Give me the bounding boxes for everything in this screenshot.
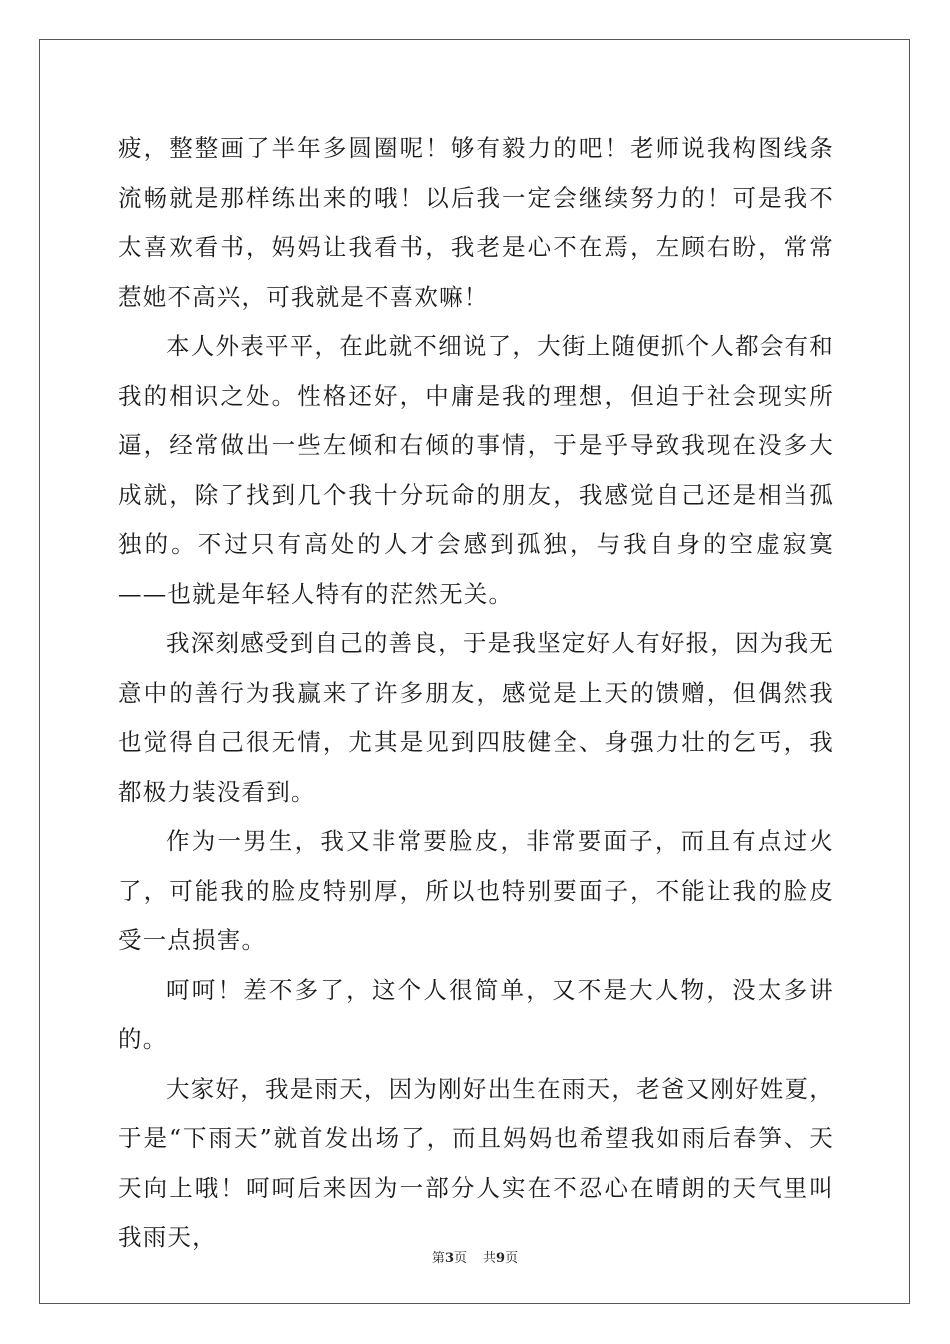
paragraph-1: 疲，整整画了半年多圆圈呢！够有毅力的吧！老师说我构图线条流畅就是那样练出来的哦！以后我一定会继续努力的！可是我不太喜欢看书，妈妈让我看书，我老是心不在焉，左顾右盼，常常惹她不高兴，可我就是不喜欢嘛！ bbox=[118, 134, 834, 311]
total-pages: 9 bbox=[496, 1251, 506, 1266]
paragraph-6: 大家好，我是雨天，因为刚好出生在雨天，老爸又刚好姓夏，于是“下雨天”就首发出场了，而且妈妈也希望我如雨后春笋、天天向上哦！呵呵后来因为一部分人实在不忍心在晴朗的天气里叫我雨天， bbox=[118, 1074, 834, 1251]
paragraph-3: 我深刻感受到自己的善良，于是我坚定好人有好报，因为我无意中的善行为我赢来了许多朋友，感觉是上天的馈赠，但偶然我也觉得自己很无情，尤其是见到四肢健全、身强力壮的乞丐，我都极力装没看到。 bbox=[118, 629, 834, 806]
document-body bbox=[118, 124, 834, 1263]
page-number: 3 bbox=[444, 1251, 454, 1266]
page-prefix: 第 bbox=[431, 1251, 445, 1266]
total-prefix: 共 bbox=[483, 1251, 497, 1266]
paragraph-2: 本人外表平平，在此就不细说了，大街上随便抓个人都会有和我的相识之处。性格还好，中庸是我的理想，但迫于社会现实所逼，经常做出一些左倾和右倾的事情，于是乎导致我现在没多大成就，除了找到几个我十分玩命的朋友，我感觉自己还是相当孤独的。不过只有高处的人才会感到孤独，与我自身的空虚寂寞——也就是年轻人特有的茫然无关。 bbox=[118, 332, 834, 608]
paragraph-4: 作为一男生，我又非常要脸皮，非常要面子，而且有点过火了，可能我的脸皮特别厚，所以也特别要面子，不能让我的脸皮受一点损害。 bbox=[118, 827, 834, 954]
page-footer bbox=[0, 1247, 950, 1266]
paragraph-5: 呵呵！差不多了，这个人很简单，又不是大人物，没太多讲的。 bbox=[118, 975, 834, 1053]
total-suffix: 页 bbox=[505, 1251, 519, 1266]
page-suffix: 页 bbox=[453, 1251, 467, 1266]
